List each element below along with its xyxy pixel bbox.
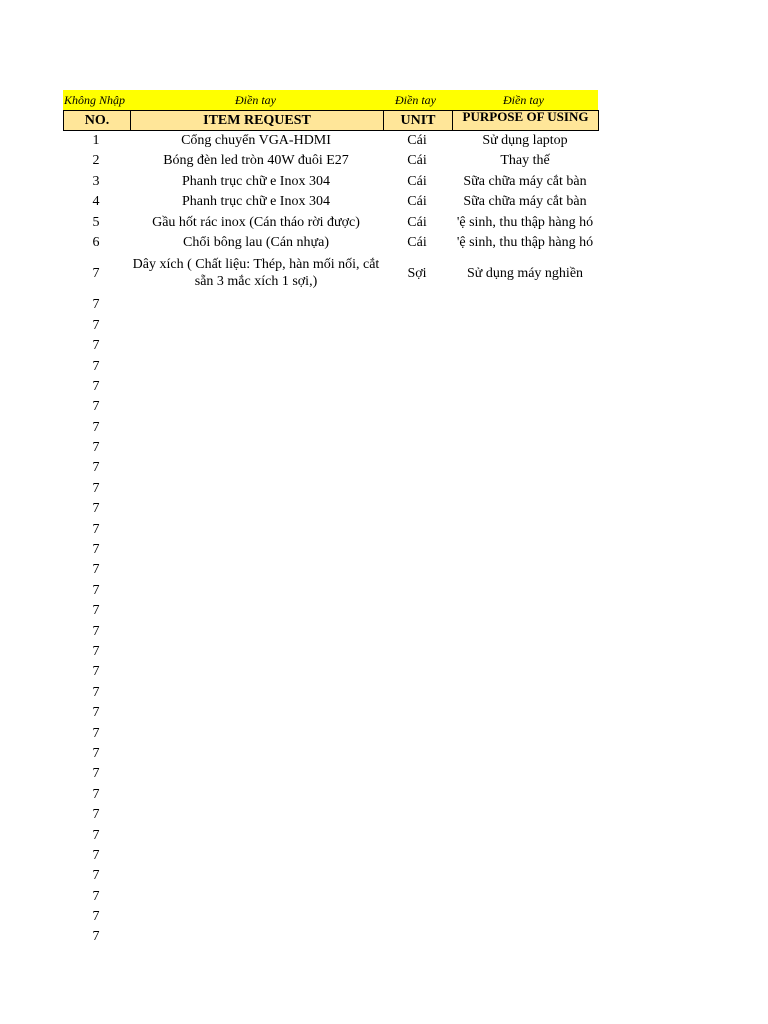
cell-no[interactable]: 7	[92, 460, 100, 476]
input-hint-row	[63, 90, 598, 110]
cell-no[interactable]: 7	[92, 419, 100, 435]
cell-no[interactable]: 2	[92, 153, 100, 169]
cell-item[interactable]: Phanh trục chữ e Inox 304	[182, 194, 330, 210]
cell-unit[interactable]: Cái	[407, 194, 427, 210]
table-row	[63, 520, 598, 540]
cell-no[interactable]: 7	[92, 888, 100, 904]
table-row	[63, 642, 598, 662]
cell-no[interactable]: 7	[92, 399, 100, 415]
cell-no[interactable]: 7	[92, 501, 100, 517]
cell-item[interactable]: Gầu hốt rác inox (Cán tháo rời được)	[152, 214, 360, 230]
table-row	[63, 192, 598, 212]
cell-unit[interactable]: Cái	[407, 153, 427, 169]
table-row	[63, 377, 598, 397]
cell-no[interactable]: 7	[92, 705, 100, 721]
cell-no[interactable]: 5	[92, 214, 100, 230]
cell-no[interactable]: 7	[92, 297, 100, 313]
cell-purpose[interactable]: Thay thế	[500, 153, 550, 169]
empty-rows	[63, 295, 598, 948]
table-body	[63, 131, 598, 948]
cell-no[interactable]: 7	[92, 542, 100, 558]
table-row	[63, 172, 598, 192]
table-row	[63, 316, 598, 336]
table-row	[63, 846, 598, 866]
cell-no[interactable]: 4	[92, 194, 100, 210]
hint-no: Không Nhập	[64, 93, 126, 107]
table-row	[63, 540, 598, 560]
cell-no[interactable]: 7	[92, 603, 100, 619]
table-row	[63, 866, 598, 886]
cell-no[interactable]: 3	[92, 173, 100, 189]
hint-purpose: Điền tay	[503, 93, 544, 107]
table-row	[63, 438, 598, 458]
cell-no[interactable]: 7	[92, 266, 100, 282]
hint-item: Điền tay	[235, 93, 276, 107]
table-row	[63, 213, 598, 233]
cell-item[interactable]: Chổi bông lau (Cán nhựa)	[182, 234, 329, 250]
cell-no[interactable]: 7	[92, 358, 100, 374]
cell-no[interactable]: 7	[92, 440, 100, 456]
table-row	[63, 622, 598, 642]
cell-purpose[interactable]: Sử dụng máy nghiền	[466, 266, 584, 282]
cell-purpose[interactable]: Sữa chữa máy cắt bàn	[463, 173, 587, 189]
table-row	[63, 418, 598, 438]
cell-no[interactable]: 7	[92, 317, 100, 333]
table-row	[63, 764, 598, 784]
table-row	[63, 336, 598, 356]
table-row	[63, 927, 598, 947]
cell-item[interactable]: Bóng đèn led tròn 40W đuôi E27	[163, 153, 349, 169]
cell-no[interactable]: 7	[92, 582, 100, 598]
header-purpose[interactable]: PURPOSE OF USING	[452, 110, 599, 131]
table-row	[63, 233, 598, 253]
cell-no[interactable]: 7	[92, 745, 100, 761]
cell-unit[interactable]: Sợi	[407, 266, 427, 282]
cell-no[interactable]: 7	[92, 725, 100, 741]
table-row	[63, 397, 598, 417]
cell-no[interactable]: 7	[92, 929, 100, 945]
header-item-request[interactable]: ITEM REQUEST	[130, 110, 384, 131]
table-row	[63, 131, 598, 151]
table-row	[63, 887, 598, 907]
cell-no[interactable]: 7	[92, 786, 100, 802]
cell-no[interactable]: 7	[92, 378, 100, 394]
table-row	[63, 744, 598, 764]
cell-no[interactable]: 7	[92, 664, 100, 680]
cell-no[interactable]: 7	[92, 868, 100, 884]
cell-item[interactable]: Cổng chuyển VGA-HDMI	[181, 133, 331, 148]
cell-purpose[interactable]: Sữa chữa máy cắt bàn	[463, 194, 587, 210]
cell-purpose[interactable]: 'ệ sinh, thu thập hàng hó	[456, 234, 594, 250]
table-row	[63, 703, 598, 723]
cell-unit[interactable]: Cái	[407, 133, 427, 148]
cell-no[interactable]: 7	[92, 338, 100, 354]
table-row	[63, 724, 598, 744]
header-unit[interactable]: UNIT	[383, 110, 453, 131]
cell-item[interactable]: Dây xích ( Chất liệu: Thép, hàn mối nối, cắt sẵn 3 mắc xích 1 sợi,)	[132, 257, 380, 290]
table-row	[63, 560, 598, 580]
cell-no[interactable]: 7	[92, 684, 100, 700]
table-row	[63, 662, 598, 682]
table-row	[63, 357, 598, 377]
cell-no[interactable]: 6	[92, 234, 100, 250]
table-row	[63, 683, 598, 703]
cell-no[interactable]: 7	[92, 827, 100, 843]
table-row	[63, 295, 598, 315]
table-row	[63, 601, 598, 621]
table-row	[63, 479, 598, 499]
cell-no[interactable]: 1	[92, 133, 100, 148]
cell-no[interactable]: 7	[92, 847, 100, 863]
cell-no[interactable]: 7	[92, 562, 100, 578]
table-row	[63, 151, 598, 171]
cell-unit[interactable]: Cái	[407, 214, 427, 230]
table-row	[63, 499, 598, 519]
cell-no[interactable]: 7	[92, 766, 100, 782]
header-row	[63, 110, 598, 131]
cell-purpose[interactable]: Sử dụng laptop	[482, 133, 568, 148]
cell-item[interactable]: Phanh trục chữ e Inox 304	[182, 173, 330, 189]
cell-unit[interactable]: Cái	[407, 234, 427, 250]
cell-no[interactable]: 7	[92, 623, 100, 639]
cell-purpose[interactable]: 'ệ sinh, thu thập hàng hó	[456, 214, 594, 230]
cell-no[interactable]: 7	[92, 807, 100, 823]
cell-no[interactable]: 7	[92, 521, 100, 537]
cell-no[interactable]: 7	[92, 643, 100, 659]
table-row	[63, 458, 598, 478]
header-no[interactable]: NO.	[63, 110, 131, 131]
hint-unit: Điền tay	[395, 93, 436, 107]
cell-no[interactable]: 7	[92, 909, 100, 925]
table-row	[63, 826, 598, 846]
cell-no[interactable]: 7	[92, 480, 100, 496]
cell-unit[interactable]: Cái	[407, 173, 427, 189]
table-row	[63, 785, 598, 805]
table-row	[63, 581, 598, 601]
table-row	[63, 805, 598, 825]
table-row	[63, 907, 598, 927]
table-row	[63, 253, 598, 295]
